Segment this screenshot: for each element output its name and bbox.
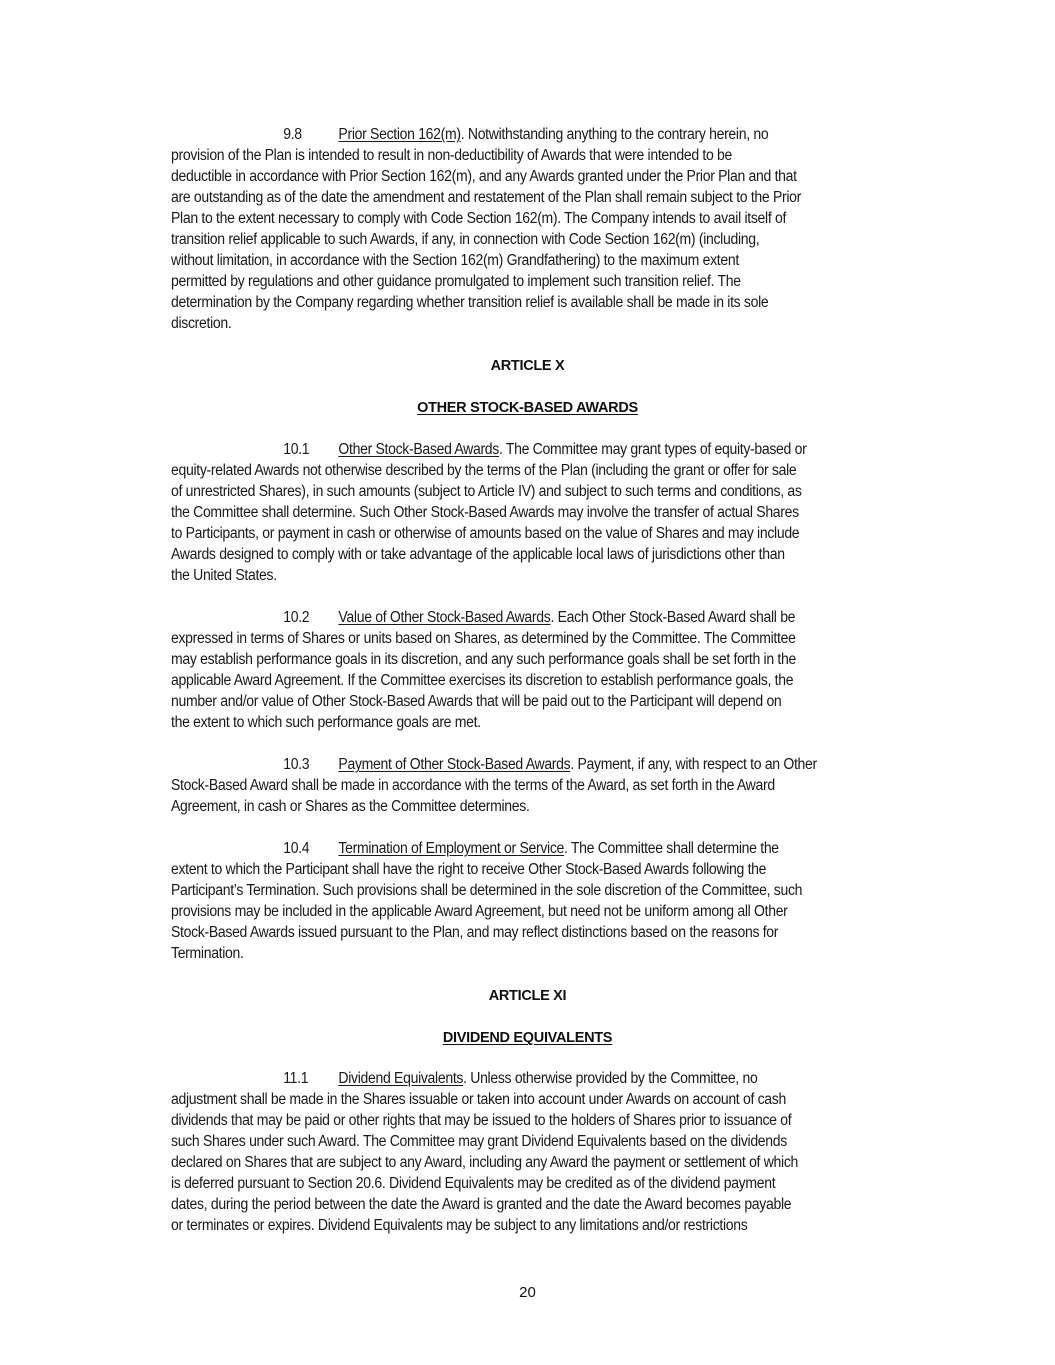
paragraph-line: provision of the Plan is intended to result in non-deductibility of Awards that were intended to be [171,147,733,164]
article-heading: ARTICLE X [490,358,565,374]
section-number: 10.2 [283,609,310,626]
paragraph-line: Agreement, in cash or Shares as the Committee determines. [171,798,530,815]
section-title: Prior Section 162(m) [338,126,461,143]
paragraph-line: of unrestricted Shares), in such amounts (subject to Article IV) and subject to such terms and conditions, as [171,483,802,500]
paragraph-line: extent to which the Participant shall have the right to receive Other Stock-Based Awards following the [171,861,767,878]
section-first-line [171,839,868,859]
paragraph-line: Awards designed to comply with or take advantage of the applicable local laws of jurisdictions other than [171,546,785,563]
section-number: 9.8 [283,126,302,143]
paragraph-text: . Payment, if any, with respect to an Other [570,756,817,773]
section-number: 10.1 [283,441,310,458]
paragraph-line: discretion. [171,315,232,332]
article-title [0,1028,1055,1048]
section-title: Dividend Equivalents [338,1070,464,1087]
section-number: 10.3 [283,756,310,773]
paragraph-line: declared on Shares that are subject to any Award, including any Award the payment or settlement of which [171,1154,799,1171]
article-title-text: OTHER STOCK-BASED AWARDS [417,400,638,416]
article-title [0,398,1055,418]
paragraph-text: . Notwithstanding anything to the contrary herein, no [460,126,769,143]
paragraph-line: Stock-Based Award shall be made in accordance with the terms of the Award, as set forth in the Award [171,777,775,794]
paragraph-line: deductible in accordance with Prior Section 162(m), and any Awards granted under the Prior Plan and that [171,168,797,185]
paragraph-line: without limitation, in accordance with the Section 162(m) Grandfathering) to the maximum extent [171,252,739,269]
article-heading: ARTICLE XI [488,988,567,1004]
paragraph-line: such Shares under such Award. The Committee may grant Dividend Equivalents based on the dividends [171,1133,787,1150]
paragraph-line: to Participants, or payment in cash or otherwise of amounts based on the value of Shares and may include [171,525,800,542]
paragraph-line: adjustment shall be made in the Shares issuable or taken into account under Awards on account of cash [171,1091,786,1108]
paragraph-line: the extent to which such performance goals are met. [171,714,481,731]
section-number: 10.4 [283,840,310,857]
paragraph-line: Termination. [171,945,244,962]
section-title: Termination of Employment or Service [338,840,565,857]
page-number: 20 [519,1284,536,1301]
paragraph-line: is deferred pursuant to Section 20.6. Dividend Equivalents may be credited as of the dividend payment [171,1175,776,1192]
section-number: 11.1 [283,1070,309,1087]
paragraph-line: number and/or value of Other Stock-Based Awards that will be paid out to the Participant will depend on [171,693,782,710]
paragraph-text: . Each Other Stock-Based Award shall be [550,609,796,626]
paragraph-line: applicable Award Agreement. If the Committee exercises its discretion to establish performance goals, the [171,672,794,689]
paragraph-line: are outstanding as of the date the amendment and restatement of the Plan shall remain subject to the Prior [171,189,802,206]
paragraph-text: . The Committee may grant types of equity-based or [498,441,807,458]
paragraph-line: the United States. [171,567,277,584]
section-first-line [171,125,868,145]
paragraph-line: Stock-Based Awards issued pursuant to the Plan, and may reflect distinctions based on the reasons for [171,924,779,941]
paragraph-line: expressed in terms of Shares or units based on Shares, as determined by the Committee. The Committee [171,630,796,647]
paragraph-line: equity-related Awards not otherwise described by the terms of the Plan (including the grant or offer for sale [171,462,797,479]
section-first-line [171,440,868,460]
section-title: Other Stock-Based Awards [338,441,499,458]
paragraph-line: Participant’s Termination. Such provisions shall be determined in the sole discretion of the Committee, such [171,882,803,899]
section-first-line [171,608,868,628]
paragraph-line: dates, during the period between the date the Award is granted and the date the Award becomes payable [171,1196,792,1213]
section-title: Payment of Other Stock-Based Awards [338,756,571,773]
paragraph-text: . The Committee shall determine the [564,840,779,857]
paragraph-line: determination by the Company regarding whether transition relief is available shall be made in its sole [171,294,769,311]
paragraph-line: may establish performance goals in its discretion, and any such performance goals shall be set forth in the [171,651,796,668]
paragraph-line: or terminates or expires. Dividend Equivalents may be subject to any limitations and/or restrictions [171,1217,748,1234]
paragraph-line: provisions may be included in the applicable Award Agreement, but need not be uniform among all Other [171,903,788,920]
section-first-line [171,755,868,775]
paragraph-line: the Committee shall determine. Such Other Stock-Based Awards may involve the transfer of actual Shares [171,504,799,521]
article-title-text: DIVIDEND EQUIVALENTS [442,1030,613,1046]
paragraph-text: . Unless otherwise provided by the Committee, no [463,1070,758,1087]
section-title: Value of Other Stock-Based Awards [338,609,551,626]
section-first-line [171,1069,868,1089]
paragraph-line: permitted by regulations and other guidance promulgated to implement such transition relief. The [171,273,741,290]
paragraph-line: Plan to the extent necessary to comply with Code Section 162(m). The Company intends to avail itself of [171,210,787,227]
paragraph-line: transition relief applicable to such Awards, if any, in connection with Code Section 162(m) (including, [171,231,760,248]
paragraph-line: dividends that may be paid or other rights that may be issued to the holders of Shares prior to issuance of [171,1112,792,1129]
